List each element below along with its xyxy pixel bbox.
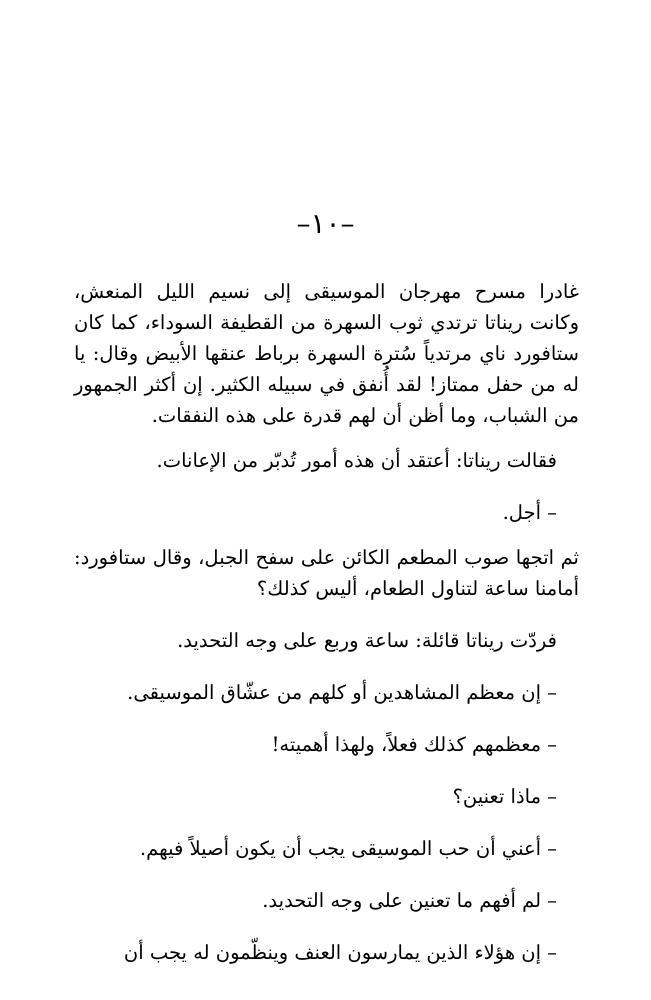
dialogue-line-agree: – أجل. [502,501,557,524]
dialogue-line-not-understood: – لم أفهم ما تعنين على وجه التحديد. [262,889,557,912]
paragraph-renata-reply: فقالت ريناتا: أعتقد أن هذه أمور تُدبّر من الإعانات. [156,449,557,472]
paragraph-restaurant: ثم اتجها صوب المطعم الكائن على سفح الجبل، وقال ستافورد: أمامنا ساعة لتناول الطعام، أليس كذلك؟ [74,546,579,600]
dialogue-line-question: – ماذا تعنين؟ [452,785,557,808]
dialogue-line-importance: – معظمهم كذلك فعلاً، ولهذا أهميته! [271,733,557,756]
dialogue-line-music-lovers: – إن معظم المشاهدين أو كلهم من عشّاق الموسيقى. [127,681,557,704]
dialogue-line-genuine-love: – أعني أن حب الموسيقى يجب أن يكون أصيلاً فيهم. [139,837,557,860]
page-number: –١٠– [296,207,355,240]
page-body [74,276,579,968]
dialogue-line-violence: – إن هؤلاء الذين يمارسون العنف وينظّمون له يجب أن [123,941,557,964]
paragraph-opening: غادرا مسرح مهرجان الموسيقى إلى نسيم الليل المنعش، وكانت ريناتا ترتدي ثوب السهرة من القطيفة السوداء، كما كان ستافورد ناي مرتدياً سُترة السهرة برباط عنقها الأبيض وقال: يا له من حفل ممتاز! لقد أُنفق في سبيله الكثير. إن أكثر الجمهور من الشباب، وما أظن أن لهم قدرة على هذه النفقات. [74,280,579,427]
paragraph-renata-answer: فردّت ريناتا قائلة: ساعة وربع على وجه التحديد. [177,629,557,652]
